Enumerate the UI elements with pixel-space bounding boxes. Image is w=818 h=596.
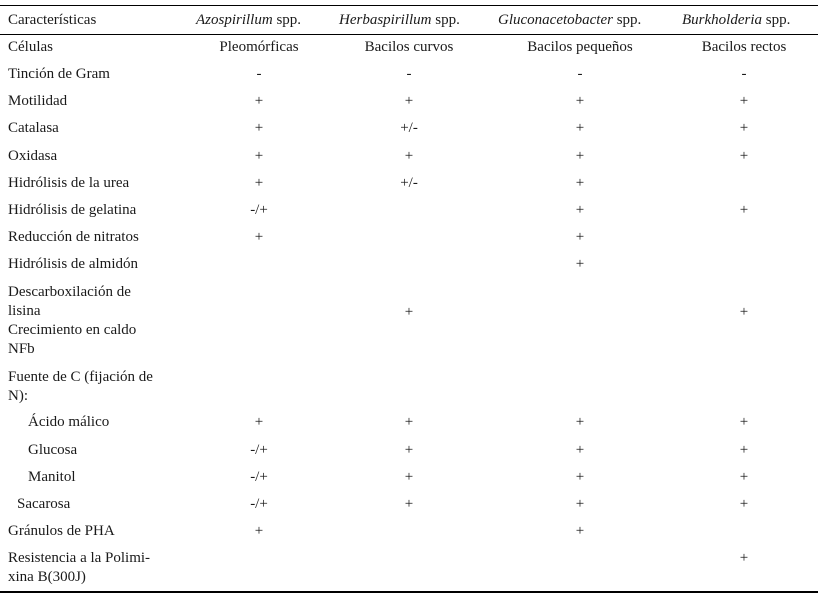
row-label-line: Sacarosa — [17, 496, 71, 512]
cell-burkholderia: + — [739, 496, 749, 512]
row-label — [8, 119, 173, 138]
cell-azospirillum: + — [254, 148, 264, 164]
header-genus: Azospirillum — [196, 12, 273, 28]
row-label-line: Ácido málico — [28, 414, 110, 430]
cell-azospirillum: + — [254, 414, 264, 430]
row-label — [8, 368, 173, 406]
cell-herbaspirillum: - — [406, 66, 412, 82]
row-label-line: NFb — [8, 341, 35, 357]
row-label-line: lisina — [8, 303, 41, 319]
cell-gluconacetobacter: + — [575, 442, 585, 458]
row-label — [8, 147, 173, 166]
header-spp: spp. — [762, 12, 791, 28]
row-label-line: Hidrólisis de gelatina — [8, 202, 137, 218]
cell-azospirillum: + — [254, 120, 264, 136]
cell-azospirillum: - — [256, 66, 262, 82]
header-genus: Herbaspirillum — [339, 12, 432, 28]
header-genus: Gluconacetobacter — [498, 12, 613, 28]
cell-azospirillum: -/+ — [250, 442, 268, 458]
cell-gluconacetobacter: + — [575, 175, 585, 191]
cell-gluconacetobacter: + — [575, 256, 585, 272]
row-label — [8, 174, 173, 193]
cell-azospirillum: + — [254, 523, 264, 539]
cell-gluconacetobacter: Bacilos pequeños — [527, 39, 633, 55]
row-label-line: xina B(300J) — [8, 569, 86, 585]
header-characteristics — [8, 11, 96, 30]
cell-herbaspirillum: Bacilos curvos — [364, 39, 454, 55]
header-spp: spp. — [272, 12, 302, 28]
header-spp: spp. — [612, 12, 642, 28]
row-label — [8, 255, 173, 274]
row-label-line: Hidrólisis de la urea — [8, 175, 130, 191]
cell-herbaspirillum: + — [404, 469, 414, 485]
row-label — [28, 468, 193, 487]
row-label-line: Crecimiento en caldo — [8, 322, 137, 338]
row-label — [8, 92, 173, 111]
cell-gluconacetobacter: + — [575, 496, 585, 512]
row-label — [28, 413, 193, 432]
cell-gluconacetobacter: + — [575, 469, 585, 485]
cell-burkholderia: + — [739, 120, 749, 136]
cell-azospirillum: + — [254, 175, 264, 191]
cell-gluconacetobacter: + — [575, 93, 585, 109]
header-genus: Burkholderia — [682, 12, 762, 28]
row-label-line: Catalasa — [8, 120, 59, 136]
row-label — [8, 65, 173, 84]
table-bottom-rule — [0, 591, 818, 593]
cell-burkholderia: + — [739, 550, 749, 566]
cell-gluconacetobacter: + — [575, 414, 585, 430]
cell-azospirillum: Pleomórficas — [219, 39, 299, 55]
row-label-line: Células — [8, 39, 53, 55]
cell-burkholderia: - — [741, 66, 747, 82]
cell-azospirillum: -/+ — [250, 202, 268, 218]
row-label-line: Motilidad — [8, 93, 68, 109]
header-text: Características — [8, 12, 97, 28]
row-label — [8, 201, 173, 220]
cell-gluconacetobacter: + — [575, 202, 585, 218]
cell-gluconacetobacter: + — [575, 148, 585, 164]
table-header-rule — [0, 34, 818, 35]
cell-gluconacetobacter: + — [575, 229, 585, 245]
row-label-line: Reducción de nitratos — [8, 229, 139, 245]
cell-herbaspirillum: + — [404, 148, 414, 164]
row-label — [8, 228, 173, 247]
row-label — [8, 549, 173, 587]
row-label-line: Fuente de C (fijación de — [8, 369, 153, 385]
row-label-line: Oxidasa — [8, 148, 58, 164]
cell-burkholderia: + — [739, 469, 749, 485]
cell-azospirillum: + — [254, 229, 264, 245]
header-gluconacetobacter — [498, 11, 641, 30]
table-top-rule — [0, 5, 818, 6]
row-label-line: Glucosa — [28, 442, 78, 458]
header-herbaspirillum — [339, 11, 460, 30]
cell-azospirillum: -/+ — [250, 496, 268, 512]
cell-gluconacetobacter: + — [575, 120, 585, 136]
row-label-line: N): — [8, 388, 28, 404]
row-label-line: Descarboxilación de — [8, 284, 131, 300]
row-label-line: Resistencia a la Polimi- — [8, 550, 151, 566]
cell-burkholderia: + — [739, 93, 749, 109]
row-label-line: Manitol — [28, 469, 76, 485]
row-label — [8, 283, 173, 359]
cell-herbaspirillum: + — [404, 93, 414, 109]
header-burkholderia — [682, 11, 790, 30]
cell-herbaspirillum: + — [404, 496, 414, 512]
cell-herbaspirillum: + — [404, 442, 414, 458]
cell-gluconacetobacter: - — [577, 66, 583, 82]
row-label-line: Tinción de Gram — [8, 66, 110, 82]
cell-herbaspirillum: +/- — [400, 175, 418, 191]
cell-burkholderia: + — [739, 442, 749, 458]
cell-burkholderia: + — [739, 148, 749, 164]
cell-burkholderia: Bacilos rectos — [701, 39, 787, 55]
cell-azospirillum: -/+ — [250, 469, 268, 485]
row-label-line: Hidrólisis de almidón — [8, 256, 138, 272]
cell-herbaspirillum: +/- — [400, 120, 418, 136]
cell-burkholderia: + — [739, 303, 749, 320]
row-label — [17, 495, 182, 514]
cell-burkholderia: + — [739, 414, 749, 430]
header-spp: spp. — [431, 12, 460, 28]
row-label — [8, 522, 173, 541]
row-label — [28, 441, 193, 460]
cell-gluconacetobacter: + — [575, 523, 585, 539]
cell-herbaspirillum: + — [404, 303, 414, 320]
cell-azospirillum: + — [254, 93, 264, 109]
cell-burkholderia: + — [739, 202, 749, 218]
row-label — [8, 38, 173, 57]
cell-herbaspirillum: + — [404, 414, 414, 430]
header-azospirillum — [196, 11, 301, 30]
row-label-line: Gránulos de PHA — [8, 523, 115, 539]
